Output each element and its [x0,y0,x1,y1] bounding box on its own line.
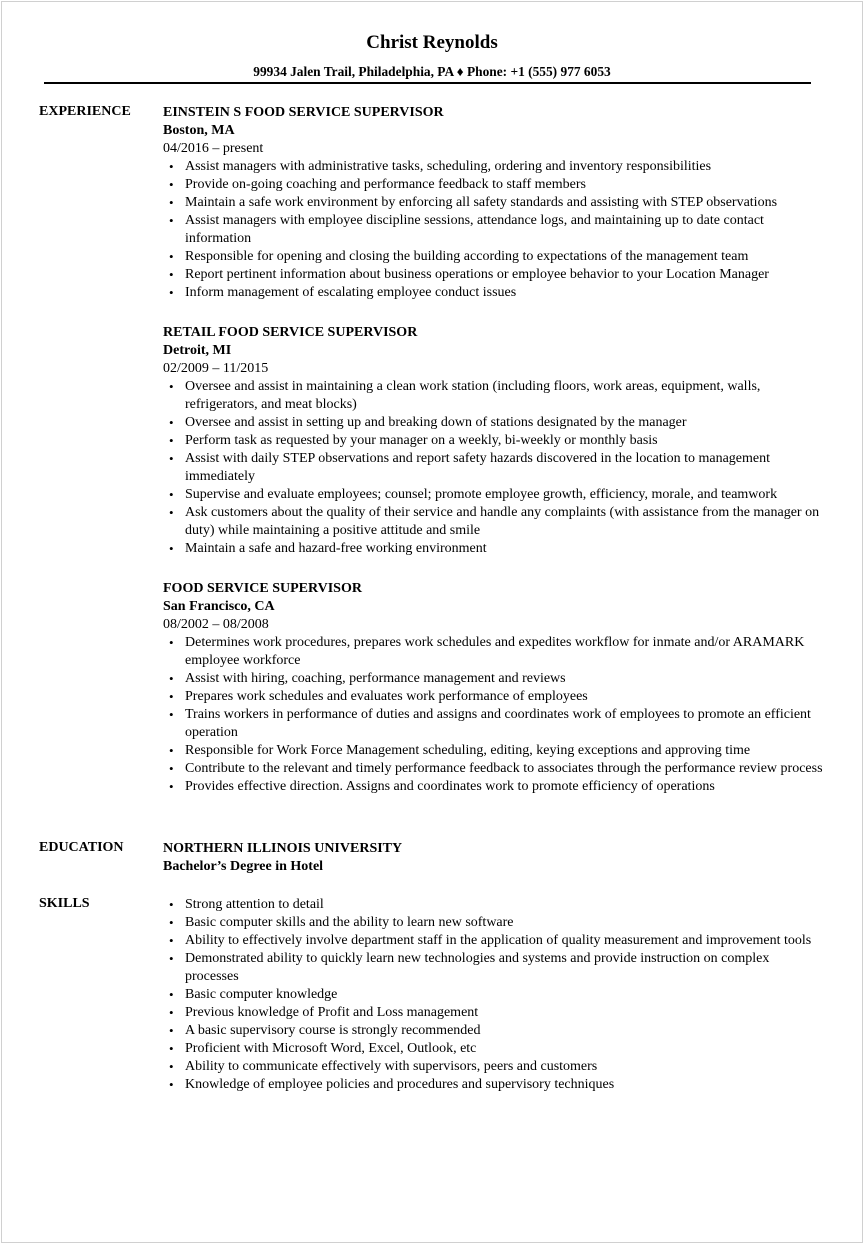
skill-item: • Ability to communicate effectively with supervisors, peers and customers [163,1058,823,1076]
job-bullet: • Maintain a safe work environment by enforcing all safety standards and assisting with STEP observations [163,194,823,212]
job-dates: 02/2009 – 11/2015 [163,361,269,376]
job-title: EINSTEIN S FOOD SERVICE SUPERVISOR [163,105,444,120]
skill-item: • Basic computer knowledge [163,986,823,1004]
job-dates: 04/2016 – present [163,141,264,156]
job-bullet: • Assist managers with administrative tasks, scheduling, ordering and inventory responsibilities [163,158,823,176]
job-location: Detroit, MI [163,343,232,358]
degree: Bachelor’s Degree in Hotel [163,859,324,874]
job-bullet: • Trains workers in performance of duties and assigns and coordinates work of employees to promote an efficient operation [163,706,823,742]
contact-line: 99934 Jalen Trail, Philadelphia, PA ♦ Phone: +1 (555) 977 6053 [253,64,611,79]
job-dates: 08/2002 – 08/2008 [163,617,269,632]
skill-item: • A basic supervisory course is strongly recommended [163,1022,823,1040]
job-title: RETAIL FOOD SERVICE SUPERVISOR [163,325,418,340]
job-bullet-list [163,158,823,302]
section-label-skills: SKILLS [39,896,90,911]
job-bullet: • Prepares work schedules and evaluates work performance of employees [163,688,823,706]
skill-item: • Demonstrated ability to quickly learn new technologies and systems and provide instruction on complex processes [163,950,823,986]
skill-item: • Previous knowledge of Profit and Loss management [163,1004,823,1022]
job-bullet: • Responsible for opening and closing the building according to expectations of the management team [163,248,823,266]
job-title: FOOD SERVICE SUPERVISOR [163,581,362,596]
job-bullet: • Ask customers about the quality of their service and handle any complaints (with assistance from the manager on duty) while maintaining a positive attitude and smile [163,504,823,540]
section-label-experience: EXPERIENCE [39,104,131,119]
job-bullet: • Contribute to the relevant and timely performance feedback to associates through the performance review process [163,760,823,778]
job-location: San Francisco, CA [163,599,275,614]
skills-entry [163,896,823,1094]
school-name: NORTHERN ILLINOIS UNIVERSITY [163,841,403,856]
job-bullet: • Provide on-going coaching and performance feedback to staff members [163,176,823,194]
job-bullet-list [163,634,823,796]
job-bullet: • Inform management of escalating employee conduct issues [163,284,823,302]
job-bullet: • Supervise and evaluate employees; counsel; promote employee growth, efficiency, morale, and teamwork [163,486,823,504]
job-bullet: • Responsible for Work Force Management scheduling, editing, keying exceptions and approving time [163,742,823,760]
job-bullet: • Maintain a safe and hazard-free working environment [163,540,823,558]
job-entry [163,580,823,796]
job-entry [163,104,823,302]
section-label-education: EDUCATION [39,840,124,855]
resume-page [1,1,863,1243]
header-divider [44,82,811,84]
skill-item: • Basic computer skills and the ability to learn new software [163,914,823,932]
job-bullet-list [163,378,823,558]
job-bullet: • Perform task as requested by your manager on a weekly, bi-weekly or monthly basis [163,432,823,450]
skill-item: • Proficient with Microsoft Word, Excel, Outlook, etc [163,1040,823,1058]
skill-item: • Strong attention to detail [163,896,823,914]
job-entry [163,324,823,558]
job-bullet: • Oversee and assist in maintaining a clean work station (including floors, work areas, equipment, walls, refrigerators, and meat blocks) [163,378,823,414]
skill-item: • Knowledge of employee policies and procedures and supervisory techniques [163,1076,823,1094]
job-bullet: • Assist managers with employee discipline sessions, attendance logs, and maintaining up to date contact information [163,212,823,248]
job-bullet: • Report pertinent information about business operations or employee behavior to your Location Manager [163,266,823,284]
job-bullet: • Assist with hiring, coaching, performance management and reviews [163,670,823,688]
skill-item: • Ability to effectively involve department staff in the application of quality measurement and improvement tools [163,932,823,950]
job-bullet: • Oversee and assist in setting up and breaking down of stations designated by the manager [163,414,823,432]
job-bullet: • Provides effective direction. Assigns and coordinates work to promote efficiency of operations [163,778,823,796]
skills-list [163,896,823,1094]
candidate-name: Christ Reynolds [366,32,498,53]
education-entry [163,840,823,876]
job-bullet: • Determines work procedures, prepares work schedules and expedites workflow for inmate and/or ARAMARK employee workforce [163,634,823,670]
job-location: Boston, MA [163,123,235,138]
job-bullet: • Assist with daily STEP observations and report safety hazards discovered in the location to management immediately [163,450,823,486]
